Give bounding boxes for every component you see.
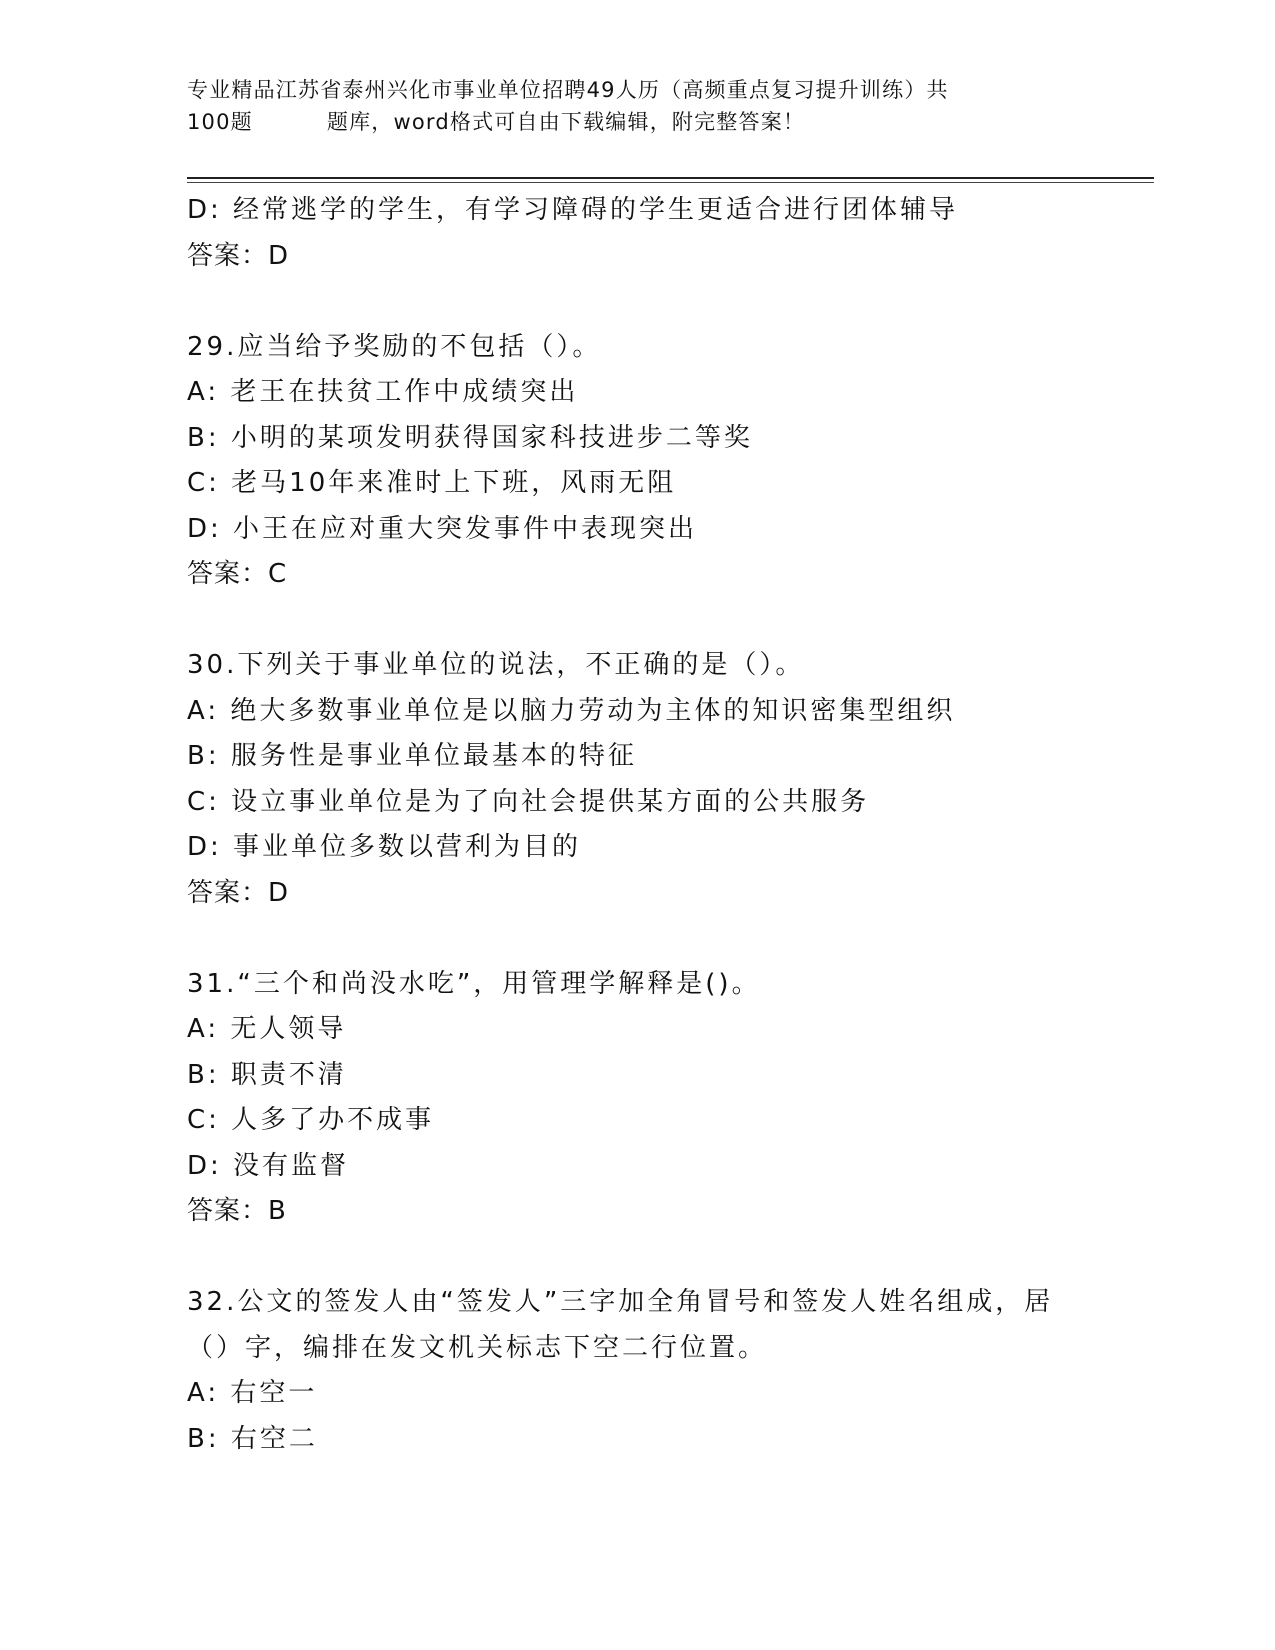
header-title-line-1: 专业精品江苏省泰州兴化市事业单位招聘49人历（高频重点复习提升训练）共	[187, 78, 949, 102]
question-spacer	[187, 916, 1127, 962]
option-c: C: 人多了办不成事	[187, 1105, 435, 1135]
question-stem-line-2: （）字，编排在发文机关标志下空二行位置。	[187, 1332, 768, 1363]
option-d: D: 小王在应对重大突发事件中表现突出	[187, 513, 698, 544]
question-30	[187, 643, 1127, 916]
header-description: 题库，word格式可自由下载编辑，附完整答案！	[326, 110, 806, 134]
option-c: C: 老马10年来准时上下班，风雨无阻	[187, 468, 677, 498]
question-stem: 29.应当给予奖励的不包括（）。	[187, 331, 602, 362]
question-32	[187, 1280, 1127, 1462]
option-b: B: 右空二	[187, 1423, 318, 1454]
option-a: A: 绝大多数事业单位是以脑力劳动为主体的知识密集型组织	[187, 695, 956, 726]
question-spacer	[187, 1235, 1127, 1281]
option-d: D: 没有监督	[187, 1150, 350, 1181]
prev-question-answer: 答案：D	[187, 240, 290, 271]
header-title-line-2	[187, 106, 1067, 138]
answer: 答案：D	[187, 877, 290, 908]
question-stem: 31.“三个和尚没水吃”，用管理学解释是()。	[187, 968, 761, 999]
question-spacer	[187, 279, 1127, 325]
question-29	[187, 325, 1127, 598]
option-b: B: 服务性是事业单位最基本的特征	[187, 741, 637, 771]
option-c: C: 设立事业单位是为了向社会提供某方面的公共服务	[187, 786, 870, 817]
question-stem: 30.下列关于事业单位的说法，不正确的是（）。	[187, 650, 805, 680]
option-b: B: 职责不清	[187, 1059, 347, 1090]
header-divider-thin	[187, 182, 1154, 183]
question-spacer	[187, 598, 1127, 644]
option-d: D: 事业单位多数以营利为目的	[187, 832, 582, 862]
question-list	[187, 188, 1127, 1462]
answer: 答案：C	[187, 559, 288, 589]
prev-question-option-d: D: 经常逃学的学生，有学习障碍的学生更适合进行团体辅导	[187, 195, 959, 225]
option-a: A: 无人领导	[187, 1014, 347, 1044]
document-header	[187, 74, 1067, 138]
question-31	[187, 962, 1127, 1235]
option-a: A: 老王在扶贫工作中成绩突出	[187, 377, 579, 407]
answer: 答案：B	[187, 1196, 287, 1226]
option-b: B: 小明的某项发明获得国家科技进步二等奖	[187, 422, 753, 453]
header-question-count: 100题	[187, 110, 253, 134]
header-divider-thick	[187, 177, 1154, 179]
option-a: A: 右空一	[187, 1378, 318, 1408]
question-stem-line-1: 32.公文的签发人由“签发人”三字加全角冒号和签发人姓名组成，居	[187, 1287, 1054, 1317]
